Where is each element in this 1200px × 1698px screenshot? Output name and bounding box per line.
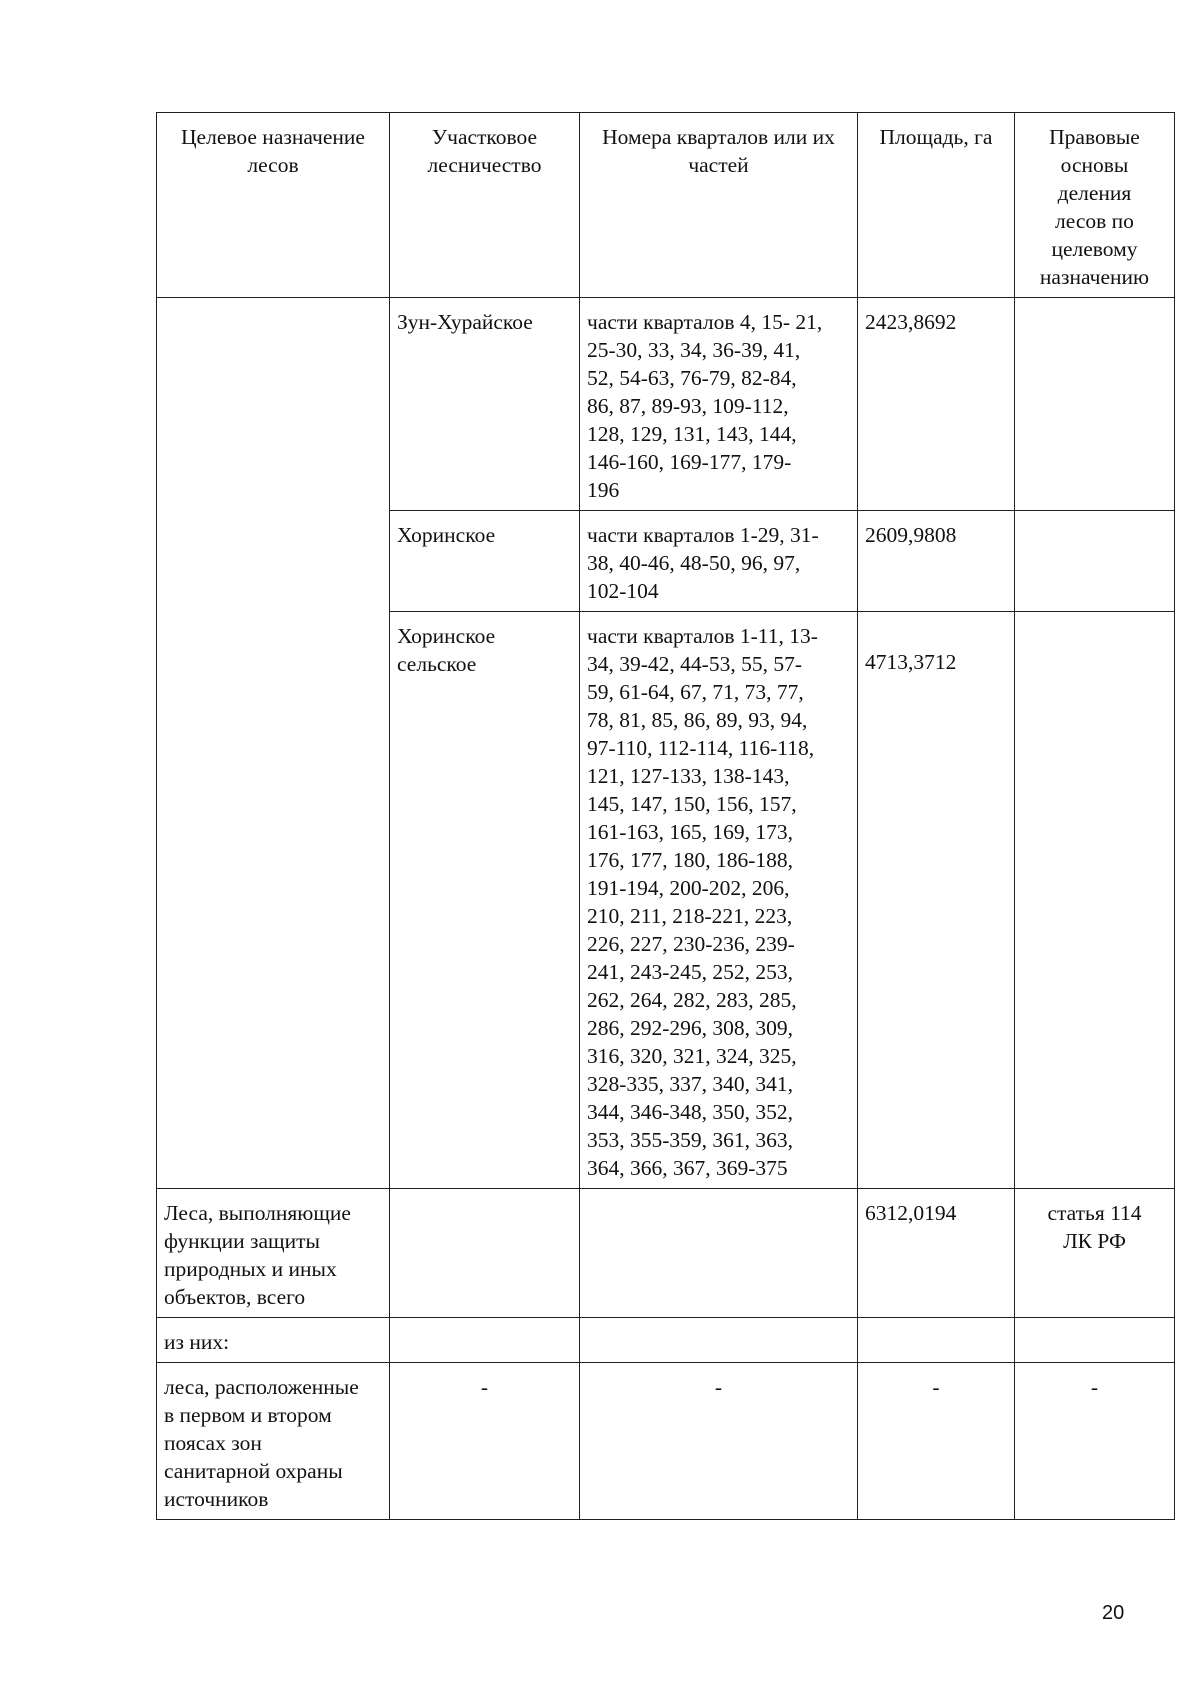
header-purpose: Целевое назначение лесов [157,113,390,298]
area-cell: 4713,3712 [858,612,1015,1189]
purpose-cell: леса, расположенные в первом и втором поясах зон санитарной охраны источников [157,1363,390,1520]
purpose-cell-merged [157,298,390,1189]
legal-basis-cell [1015,298,1175,511]
quarters-cell: части кварталов 4, 15- 21, 25-30, 33, 34, 36-39, 41, 52, 54-63, 76-79, 82-84, 86, 87, 89-93, 109-112, 128, 129, 131, 143, 144, 146-160, 169-177, 179- 196 [580,298,858,511]
table-row [157,1363,1175,1520]
table-row [157,1189,1175,1318]
header-forestry: Участковое лесничество [390,113,580,298]
quarters-cell: части кварталов 1-29, 31- 38, 40-46, 48-50, 96, 97, 102-104 [580,511,858,612]
table-row [157,1318,1175,1363]
legal-basis-cell [1015,1318,1175,1363]
purpose-cell: из них: [157,1318,390,1363]
forest-purpose-table [156,112,1175,1520]
header-quarters: Номера кварталов или их частей [580,113,858,298]
forestry-cell: Зун-Хурайское [390,298,580,511]
quarters-cell [580,1318,858,1363]
table-row [157,298,1175,511]
legal-basis-cell: - [1015,1363,1175,1520]
forestry-cell [390,1189,580,1318]
header-legal-basis: Правовые основы деления лесов по целевому назначению [1015,113,1175,298]
forestry-cell: - [390,1363,580,1520]
area-cell: 6312,0194 [858,1189,1015,1318]
purpose-cell: Леса, выполняющие функции защиты природных и иных объектов, всего [157,1189,390,1318]
forestry-cell [390,1318,580,1363]
area-cell: 2423,8692 [858,298,1015,511]
legal-basis-cell [1015,612,1175,1189]
forestry-cell: Хоринское [390,511,580,612]
page-number: 20 [1102,1602,1125,1624]
quarters-cell: части кварталов 1-11, 13- 34, 39-42, 44-53, 55, 57- 59, 61-64, 67, 71, 73, 77, 78, 81, 85, 86, 89, 93, 94, 97-110, 112-114, 116-118, 121, 127-133, 138-143, 145, 147, 150, 156, 157, 161-163, 165, 169, 173, 176, 177, 180, 186-188, 191-194, 200-202, 206, 210, 211, 218-221, 223, 226, 227, 230-236, 239- 241, 243-245, 252, 253, 262, 264, 282, 283, 285, 286, 292-296, 308, 309, 316, 320, 321, 324, 325, 328-335, 337, 340, 341, 344, 346-348, 350, 352, 353, 355-359, 361, 363, 364, 366, 367, 369-375 [580,612,858,1189]
table-header-row [157,113,1175,298]
legal-basis-cell [1015,511,1175,612]
area-cell: - [858,1363,1015,1520]
area-cell: 2609,9808 [858,511,1015,612]
legal-basis-cell: статья 114 ЛК РФ [1015,1189,1175,1318]
quarters-cell: - [580,1363,858,1520]
quarters-cell [580,1189,858,1318]
header-area: Площадь, га [858,113,1015,298]
forestry-cell: Хоринское сельское [390,612,580,1189]
area-cell [858,1318,1015,1363]
